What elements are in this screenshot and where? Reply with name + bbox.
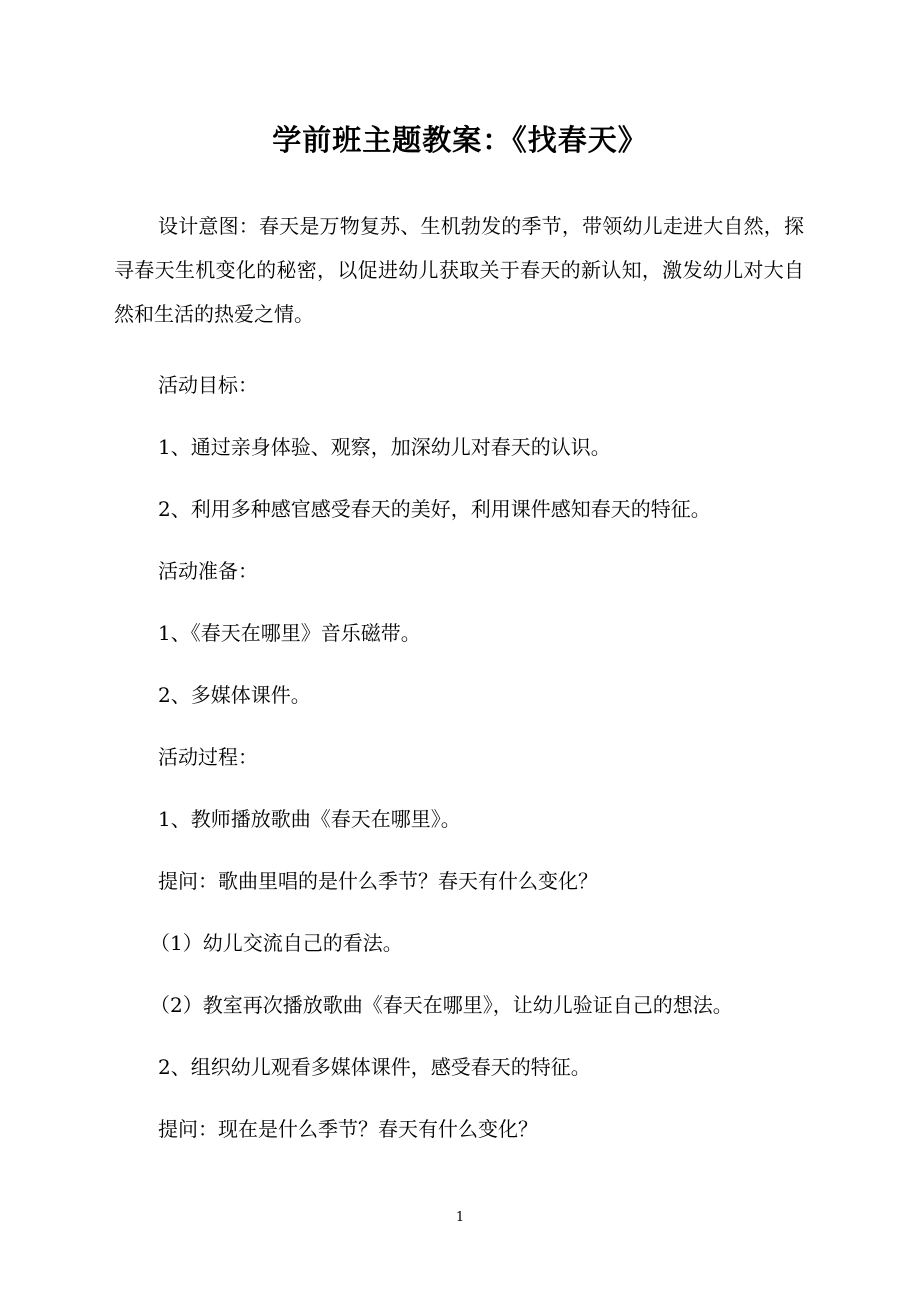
preparation-item-2: 2、多媒体课件。	[158, 683, 311, 707]
intro-paragraph: 设计意图：春天是万物复苏、生机勃发的季节，带领幼儿走进大自然，探寻春天生机变化的秘密，以促进幼儿获取关于春天的新认知，激发幼儿对大自然和生活的热爱之情。	[114, 214, 804, 326]
heading-activity-process: 活动过程：	[158, 745, 258, 769]
heading-activity-preparation: 活动准备：	[158, 559, 258, 583]
heading-activity-goals: 活动目标：	[158, 373, 258, 397]
process-question-2: 提问：现在是什么季节？春天有什么变化？	[158, 1117, 538, 1141]
preparation-item-1: 1、《春天在哪里》音乐磁带。	[158, 621, 421, 645]
document-title: 学前班主题教案：《找春天》	[272, 123, 648, 157]
goal-item-2: 2、利用多种感官感受春天的美好，利用课件感知春天的特征。	[158, 497, 711, 521]
process-step-2: 2、组织幼儿观看多媒体课件，感受春天的特征。	[158, 1055, 591, 1079]
process-substep-1: （1）幼儿交流自己的看法。	[150, 931, 403, 955]
process-step-1: 1、教师播放歌曲《春天在哪里》。	[158, 807, 461, 831]
process-question-1: 提问：歌曲里唱的是什么季节？春天有什么变化？	[158, 869, 598, 893]
process-substep-2: （2）教室再次播放歌曲《春天在哪里》，让幼儿验证自己的想法。	[150, 993, 733, 1017]
page-number: 1	[455, 1210, 465, 1225]
goal-item-1: 1、通过亲身体验、观察，加深幼儿对春天的认识。	[158, 435, 611, 459]
